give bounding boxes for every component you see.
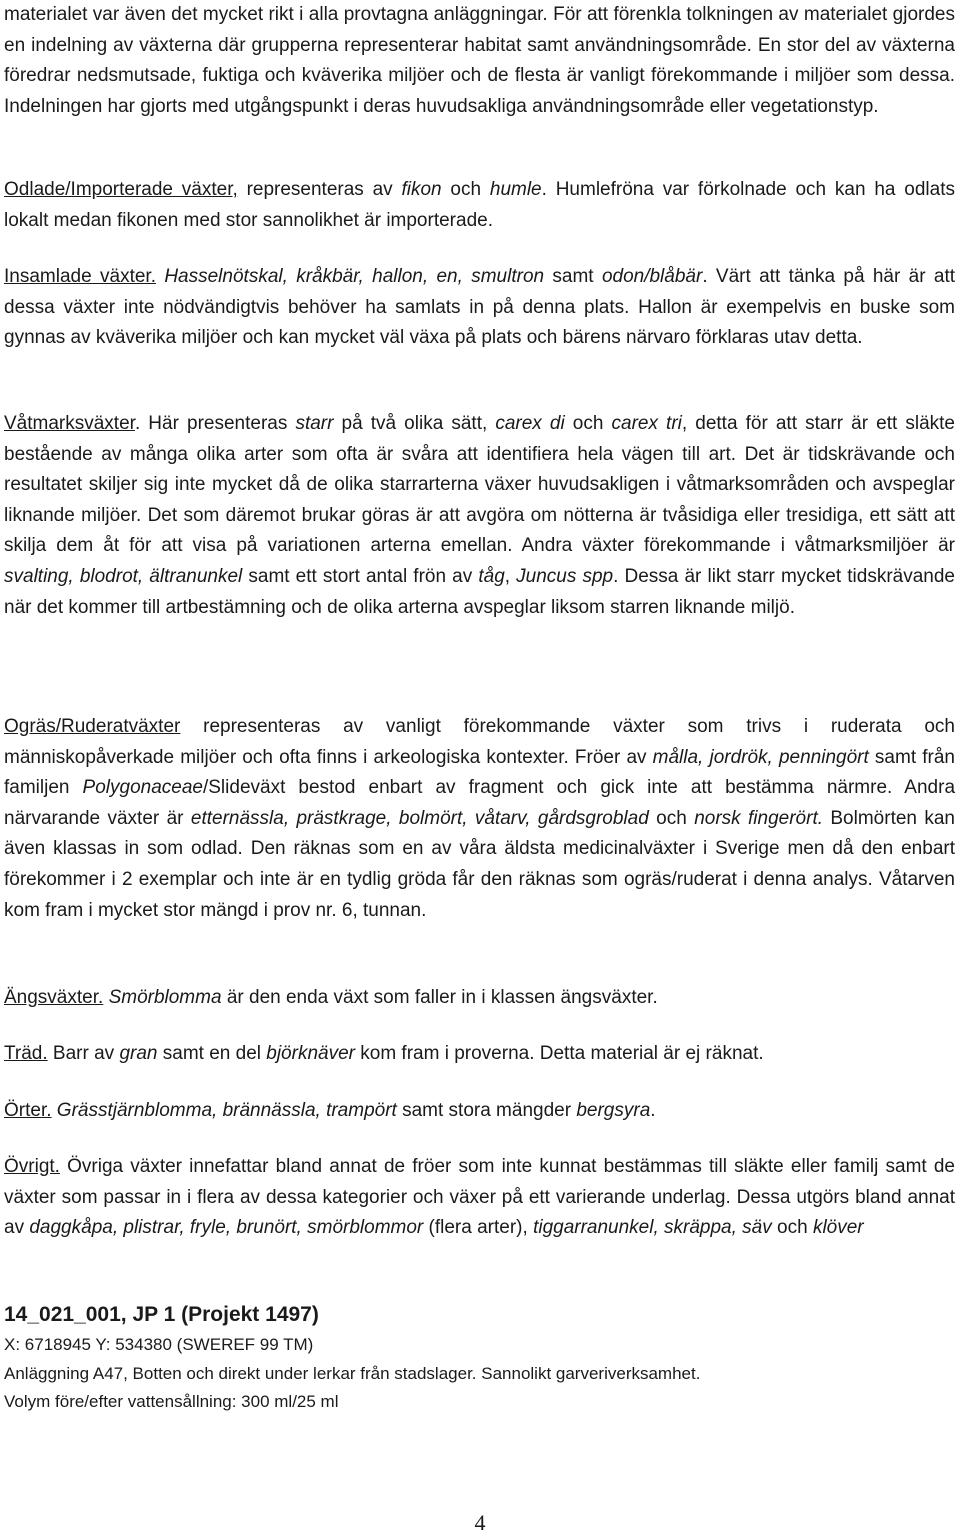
trad-text-run: samt en del: [157, 1043, 267, 1064]
ovrigt-paragraph: [4, 1152, 955, 1244]
odlade-text-run: och: [441, 179, 490, 200]
ovrigt-species-name: klöver: [812, 1217, 864, 1239]
insamlade-species-name: odon/blåbär: [601, 266, 703, 287]
insamlade-category-label: Insamlade växter.: [4, 266, 156, 287]
vatmark-species-name: starr: [295, 413, 334, 434]
vatmark-text-run: och: [564, 413, 612, 434]
orter-text-run: .: [650, 1100, 656, 1121]
ogras-text-run: representeras av vanligt förekommande växter som trivs i ruderata och människopåverkade miljöer och ofta finns i arkeologiska kontexter. Fröer av: [4, 716, 955, 768]
angsvaxter-paragraph: [4, 983, 955, 1014]
ogras-category-label: Ogräs/Ruderatväxter: [4, 716, 181, 737]
orter-species-name: Grässtjärnblomma, brännässla, trampört: [56, 1100, 397, 1121]
vatmark-text-run: på två olika sätt,: [333, 413, 496, 434]
trad-category-label: Träd.: [4, 1043, 48, 1064]
vatmark-text-run: . Dessa är likt starr mycket tidskrävande när det kommer till artbestämning och de olika arterna avspeglar liksom starren liknande miljö.: [4, 565, 955, 618]
intro-text-run: materialet var även det mycket rikt i alla provtagna anläggningar. För att förenkla tolkningen av materialet gjordes en indelning av växterna där grupperna representerar habitat samt användningsområde. En stor del av växterna föredrar nedsmutsade, fuktiga och kväverika miljöer och de flesta är vanligt förekommande i miljöer som dessa. Indelningen har gjorts med utgångspunkt i deras huvudsakliga användningsområde eller vegetationstyp.: [4, 4, 955, 117]
ovrigt-species-name: daggkåpa, plistrar, fryle, brunört, smörblommor: [29, 1217, 424, 1239]
odlade-category-label: Odlade/Importerade växter,: [4, 179, 238, 200]
vatmark-text-run: samt ett stort antal frön av: [242, 565, 479, 587]
sample-coordinates: X: 6718945 Y: 534380 (SWEREF 99 TM): [4, 1335, 314, 1354]
page-number: 4: [474, 1510, 486, 1535]
vatmark-text-run: . Här presenteras: [134, 413, 296, 434]
orter-category-label: Örter.: [4, 1100, 52, 1121]
vatmark-text-run: , detta för att starr är ett släkte bestående av många olika arter som ofta är svåra att identifiera hela vägen till art. Det är tidskrävande och resultatet skiljer sig inte mycket då de olika starrarterna växer huvudsakligen i våtmarksområden och avspeglar liknande miljöer. Det som däremot brukar göras är att avgöra om nötterna är tvåsidiga eller tresidiga, ett sätt att skilja dem åt för att visa på variationen arterna emellan. Andra växter förekommande i våtmarksmiljöer är: [4, 413, 955, 557]
odlade-species-name: humle: [489, 179, 542, 200]
vatmark-species-name: tåg: [478, 565, 505, 587]
sample-facility: Anläggning A47, Botten och direkt under lerkar från stadslager. Sannolikt garveriverksamhet.: [4, 1364, 701, 1383]
vatmark-species-name: carex di: [495, 413, 565, 434]
insamlade-paragraph: [4, 262, 955, 354]
ovrigt-species-name: tiggarranunkel, skräppa, säv: [533, 1217, 772, 1239]
orter-text-run: samt stora mängder: [396, 1100, 577, 1121]
sample-heading: 14_021_001, JP 1 (Projekt 1497): [4, 1303, 319, 1326]
trad-species-name: gran: [119, 1043, 158, 1064]
vatmark-species-name: Juncus spp: [516, 565, 614, 587]
angs-species-name: Smörblomma: [108, 987, 222, 1008]
odlade-text-run: . Humlefröna var förkolnade och kan ha odlats lokalt medan fikonen med stor sannolikhet är importerade.: [4, 179, 955, 231]
vatmark-species-name: svalting, blodrot, ältranunkel: [4, 565, 243, 587]
orter-species-name: bergsyra: [576, 1100, 651, 1121]
trad-paragraph: [4, 1039, 955, 1070]
insamlade-species-name: Hasselnötskal, kråkbär, hallon, en, smultron: [164, 266, 545, 287]
ogras-text-run: samt från familjen: [4, 746, 955, 799]
vatmarksvaxter-paragraph: [4, 409, 955, 623]
ovrigt-text-run: (flera arter),: [423, 1217, 534, 1239]
vatmark-text-run: ,: [504, 565, 517, 587]
ovrigt-text-run: Övriga växter innefattar bland annat de fröer som inte kunnat bestämmas till släkte eller familj samt de växter som passar in i flera av dessa kategorier och växer på ett varierande underlag. Dessa utgörs bland annat av: [4, 1156, 955, 1239]
ovrigt-category-label: Övrigt.: [4, 1156, 60, 1177]
ovrigt-text-run: och: [771, 1217, 813, 1239]
insamlade-text-run: . Värt att tänka på här är att dessa växter inte nödvändigtvis behöver ha samlats in på denna plats. Hallon är exempelvis en buske som gynnas av kväverika miljöer och kan mycket väl växa på plats och bärens närvaro förklaras utav detta.: [4, 266, 956, 349]
vatmark-category-label: Våtmarksväxter: [4, 413, 135, 434]
angs-category-label: Ängsväxter.: [4, 987, 104, 1008]
ogras-species-name: etternässla, prästkrage, bolmört, våtarv, gårdsgroblad: [190, 807, 649, 829]
insamlade-text-run: samt: [544, 266, 602, 287]
trad-text-run: kom fram i proverna. Detta material är ej räknat.: [354, 1043, 764, 1064]
ogras-text-run: och: [648, 807, 695, 829]
ogras-text-run: /Slideväxt bestod enbart av fragment och gick inte att bestämma närmre. Andra närvarande växter är: [4, 777, 956, 829]
trad-species-name: björknäver: [266, 1043, 355, 1064]
sample-volume: Volym före/efter vattensållning: 300 ml/25 ml: [4, 1392, 339, 1411]
ogras-text-run: Bolmörten kan även klassas in som odlad. Den räknas som en av våra äldsta medicinalväxter i Sverige men då den enbart förekommer i 2 exemplar och inte är en tydlig gröda får den räknas som ogräs/ruderat i denna analys. Våtarven kom fram i mycket stor mängd i prov nr. 6, tunnan.: [4, 807, 955, 921]
ogras-species-name: målla, jordrök, penningört: [652, 746, 869, 768]
odlade-species-name: fikon: [401, 179, 442, 200]
orter-paragraph: [4, 1096, 955, 1127]
odlade-paragraph: [4, 175, 955, 236]
ogras-species-name: norsk fingerört.: [694, 807, 824, 829]
intro-paragraph: [4, 0, 955, 122]
ogras-species-name: Polygonaceae: [82, 777, 203, 799]
trad-text-run: Barr av: [47, 1043, 120, 1064]
angs-text-run: är den enda växt som faller in i klassen ängsväxter.: [221, 987, 658, 1008]
odlade-text-run: representeras av: [237, 179, 402, 200]
vatmark-species-name: carex tri: [611, 413, 682, 434]
ogras-paragraph: [4, 712, 955, 926]
